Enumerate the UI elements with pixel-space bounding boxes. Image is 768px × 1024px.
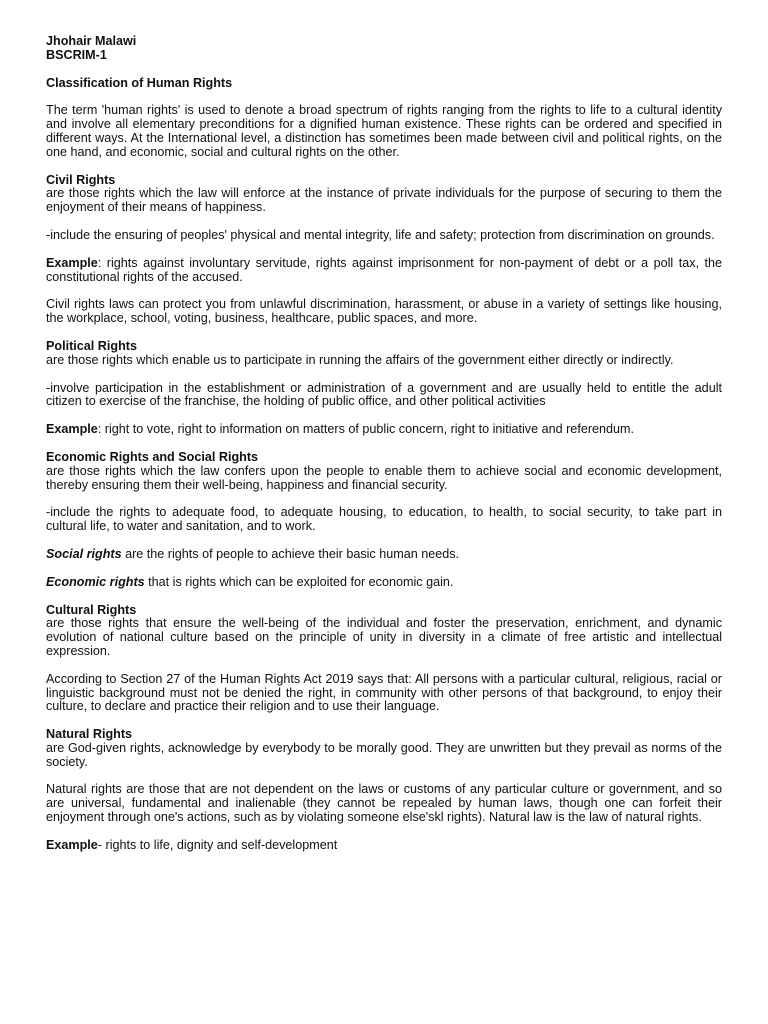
economic-social-heading: Economic Rights and Social Rights [46, 449, 259, 464]
civil-rights-example [46, 257, 722, 285]
natural-rights-example [46, 839, 722, 853]
course-code: BSCRIM-1 [46, 47, 107, 62]
author-name: Jhohair Malawi [46, 34, 137, 48]
example-text: : rights against involuntary servitude, rights against imprisonment for non-payment of debt or a poll tax, the constitutional rights of the accused. [46, 255, 722, 284]
social-rights-text: are the rights of people to achieve their basic human needs. [121, 546, 460, 561]
social-rights-label: Social rights [46, 546, 122, 561]
natural-rights-definition: are God-given rights, acknowledge by everybody to be morally good. They are unwritten but they prevail as norms of the society. [46, 740, 722, 769]
document-page [46, 35, 722, 853]
economic-rights-text: that is rights which can be exploited for economic gain. [144, 574, 454, 589]
document-title: Classification of Human Rights [46, 75, 233, 90]
civil-rights-include: -include the ensuring of peoples' physical and mental integrity, life and safety; protection from discrimination on grounds. [46, 227, 715, 242]
cultural-rights-heading: Cultural Rights [46, 602, 137, 617]
political-rights-definition: are those rights which enable us to participate in running the affairs of the government either directly or indirectly. [46, 352, 674, 367]
natural-rights-heading: Natural Rights [46, 727, 133, 742]
natural-rights-detail: Natural rights are those that are not dependent on the laws or customs of any particular culture or government, and so are universal, fundamental and inalienable (they cannot be repealed by human laws, though one can forfeit their enjoyment through one's actions, such as by violating someone else'skl rights). Natural law is the law of natural rights. [46, 782, 722, 825]
economic-rights-label: Economic rights [46, 574, 145, 589]
cultural-rights-section: According to Section 27 of the Human Rights Act 2019 says that: All persons with a particular cultural, religious, racial or linguistic background must not be denied the right, in community with other persons of that background, to enjoy their culture, to declare and practice their religion and to use their language. [46, 671, 722, 714]
economic-social-include: -include the rights to adequate food, to adequate housing, to education, to health, to social security, to take part in cultural life, to water and sanitation, and to work. [46, 505, 722, 534]
example-text: : right to vote, right to information on matters of public concern, right to initiative and referendum. [97, 422, 635, 437]
cultural-rights-definition: are those rights that ensure the well-being of the individual and foster the preservation, enrichment, and dynamic evolution of national culture based on the principle of unity in diversity in a climate of free artistic and intellectual expression. [46, 616, 722, 658]
civil-rights-laws: Civil rights laws can protect you from unlawful discrimination, harassment, or abuse in a variety of settings like housing, the workplace, school, voting, business, healthcare, public spaces, and more. [46, 297, 722, 326]
social-rights-line [46, 548, 722, 562]
example-label: Example [46, 255, 98, 270]
political-rights-involve: -involve participation in the establishment or administration of a government and are usually held to entitle the adult citizen to exercise of the franchise, the holding of public office, and other political activities [46, 380, 722, 409]
example-text: - rights to life, dignity and self-development [97, 837, 338, 852]
civil-rights-definition: are those rights which the law will enforce at the instance of private individuals for the purpose of securing to them the enjoyment of their means of happiness. [46, 186, 722, 215]
example-label: Example [46, 422, 98, 437]
economic-social-definition: are those rights which the law confers upon the people to enable them to achieve social and economic development, thereby ensuring them their well-being, happiness and financial security. [46, 463, 722, 492]
civil-rights-heading: Civil Rights [46, 172, 116, 187]
example-label: Example [46, 837, 98, 852]
political-rights-example [46, 423, 722, 437]
political-rights-heading: Political Rights [46, 338, 137, 353]
intro-paragraph: The term 'human rights' is used to denote a broad spectrum of rights ranging from the rights to life to a cultural identity and involve all elementary preconditions for a dignified human existence. These rights can be ordered and specified in different ways. At the International level, a distinction has sometimes been made between civil and political rights, on the one hand, and economic, social and cultural rights on the other. [46, 103, 722, 159]
economic-rights-line [46, 576, 722, 590]
